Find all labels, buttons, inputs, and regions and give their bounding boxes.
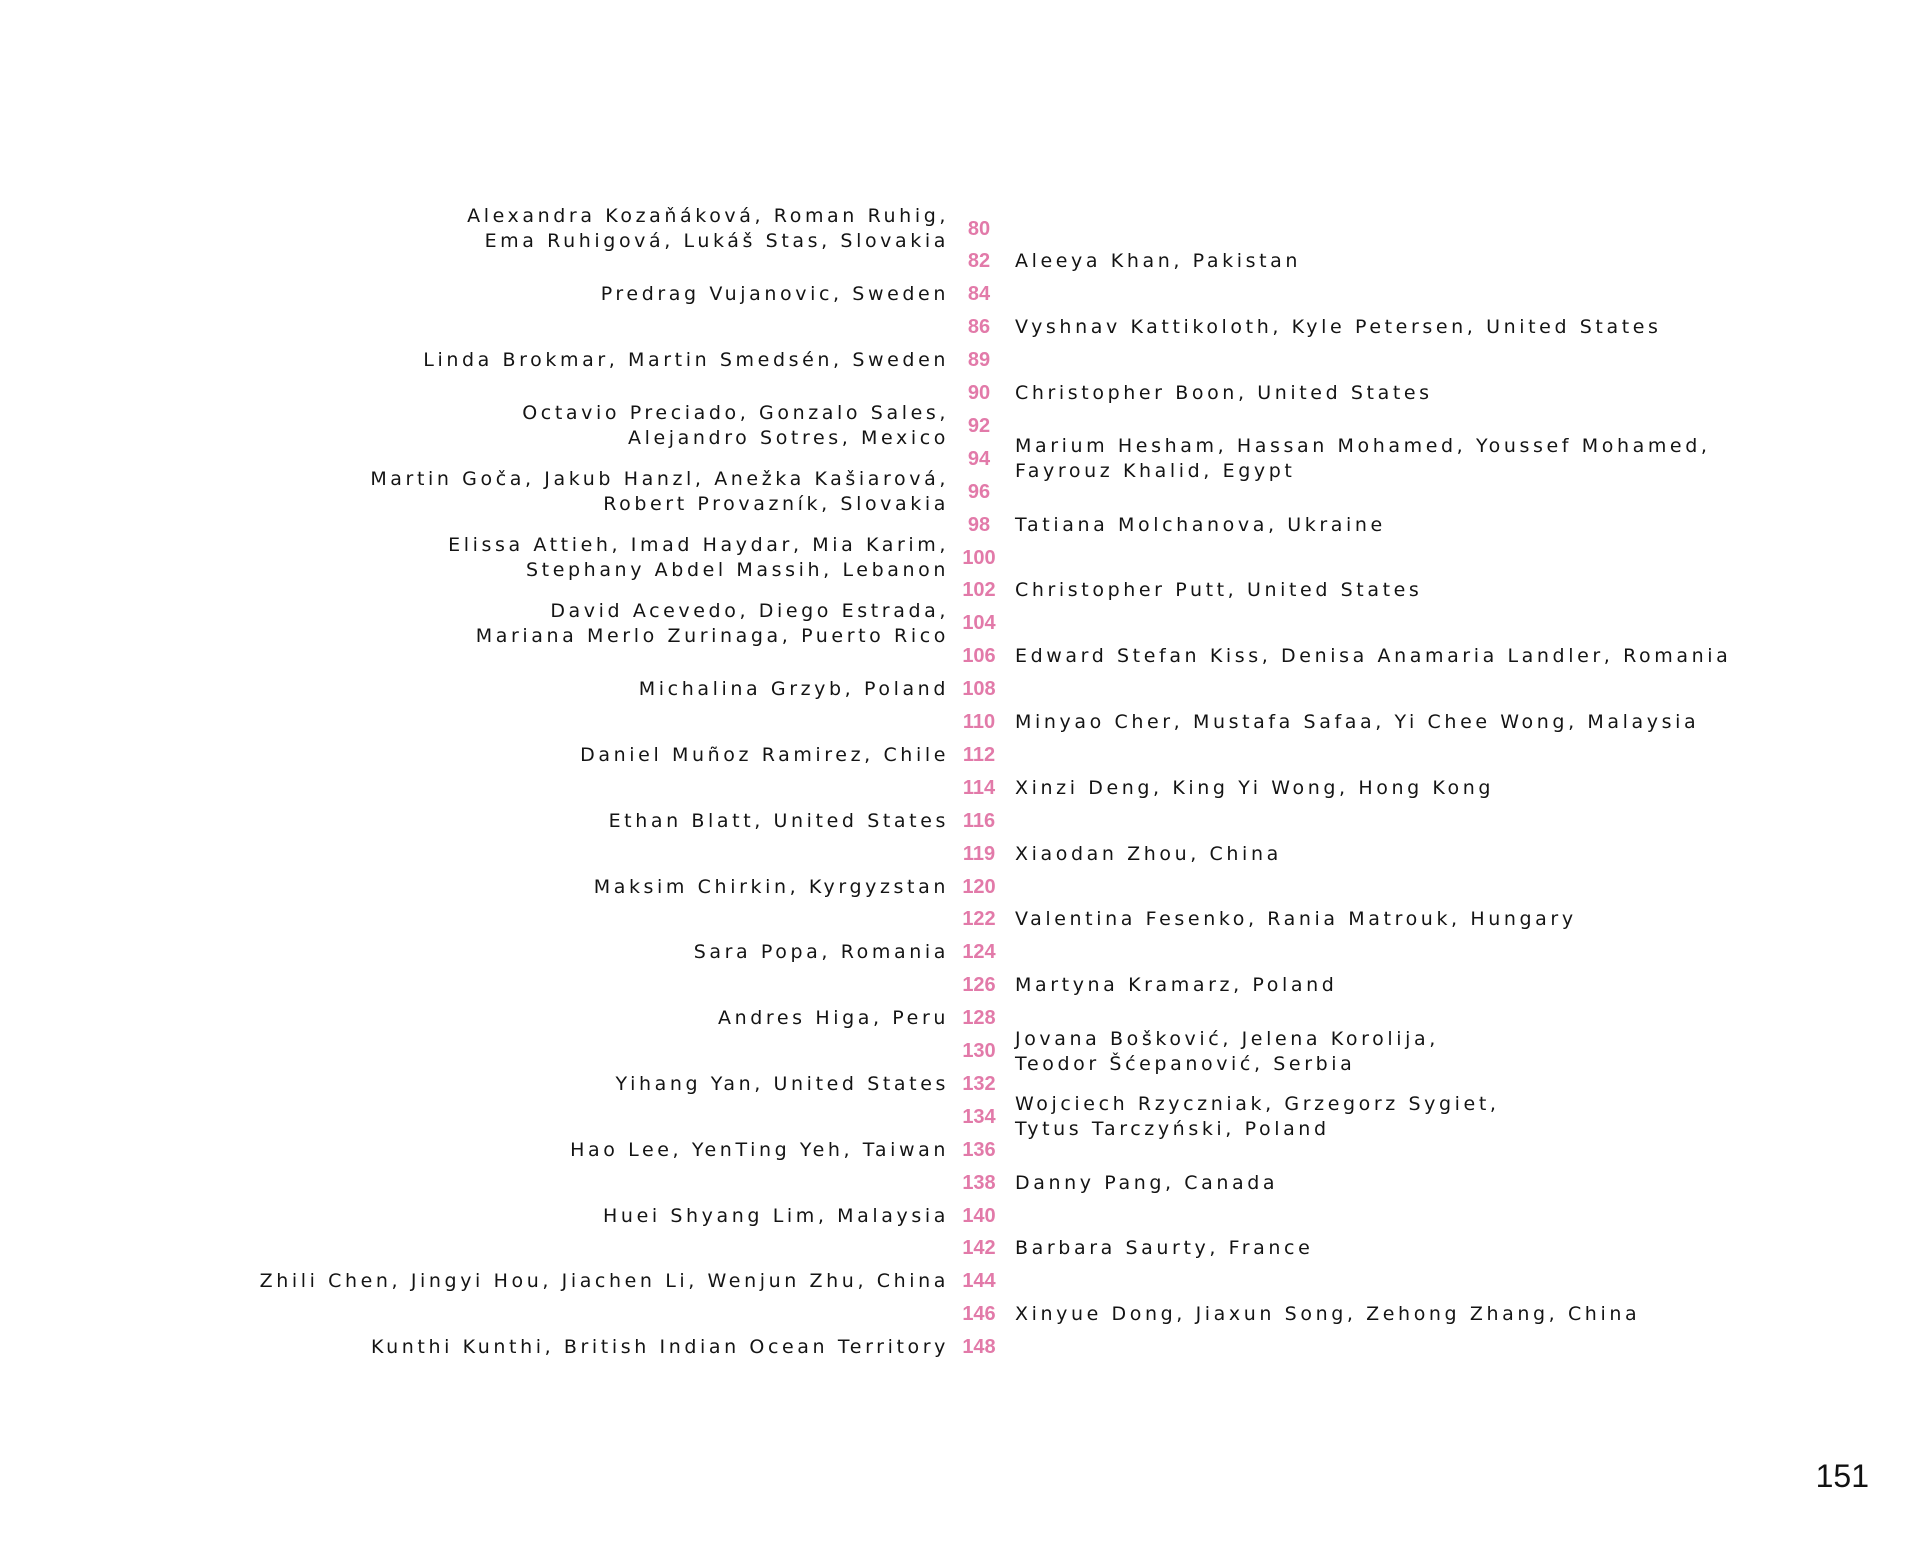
page-reference: 102 — [962, 579, 996, 602]
page-reference: 138 — [962, 1171, 996, 1194]
contributor-names: Andres Higa, Peru — [718, 1007, 949, 1030]
index-row — [0, 468, 1914, 516]
page-reference: 132 — [962, 1072, 996, 1095]
index-row — [0, 640, 1914, 673]
page-reference: 148 — [962, 1336, 996, 1359]
contributor-names: Xinyue Dong, Jiaxun Song, Zehong Zhang, China — [1015, 1303, 1641, 1326]
index-row — [0, 435, 1914, 483]
contributor-names: Octavio Preciado, Gonzalo Sales, Alejandro Sotres, Mexico — [522, 402, 949, 450]
index-row — [0, 574, 1914, 607]
page-reference: 130 — [962, 1040, 996, 1062]
contributor-names: Vyshnav Kattikoloth, Kyle Petersen, United States — [1015, 316, 1662, 339]
contributor-names: Elissa Attieh, Imad Haydar, Mia Karim, Stephany Abdel Massih, Lebanon — [448, 534, 949, 581]
index-row — [0, 377, 1914, 410]
page-reference: 86 — [967, 316, 991, 339]
contributor-names: Sara Popa, Romania — [693, 941, 949, 964]
index-row — [0, 1002, 1914, 1035]
contributor-names: Zhili Chen, Jingyi Hou, Jiachen Li, Wenjun Zhu, China — [259, 1270, 949, 1293]
page-reference: 89 — [967, 349, 991, 372]
index-row — [0, 1265, 1914, 1298]
index-row — [0, 1027, 1914, 1075]
index-row — [0, 838, 1914, 871]
index-row — [0, 278, 1914, 311]
contributor-names: Alexandra Kozaňáková, Roman Ruhig, Ema Ruhigová, Lukáš Stas, Slovakia — [467, 205, 949, 252]
index-row — [0, 509, 1914, 542]
contributor-names: Barbara Saurty, France — [1015, 1237, 1314, 1260]
index-row — [0, 205, 1914, 252]
contributor-names: Maksim Chirkin, Kyrgyzstan — [593, 875, 949, 898]
contributor-names: Minyao Cher, Mustafa Safaa, Yi Chee Wong, Malaysia — [1015, 711, 1700, 733]
page-reference: 110 — [962, 711, 996, 733]
contributor-names: Aleeya Khan, Pakistan — [1015, 250, 1302, 273]
contributor-names: Xiaodan Zhou, China — [1015, 842, 1282, 865]
index-row — [0, 1068, 1914, 1101]
page-reference: 100 — [962, 546, 996, 569]
contributor-names: Ethan Blatt, United States — [608, 809, 949, 832]
contributor-names: Tatiana Molchanova, Ukraine — [1015, 513, 1386, 536]
page-reference: 92 — [967, 414, 991, 437]
page-reference: 98 — [967, 513, 991, 536]
index-row — [0, 903, 1914, 936]
contributor-names: Linda Brokmar, Martin Smedsén, Sweden — [423, 349, 949, 372]
contributor-names: Daniel Muñoz Ramirez, Chile — [580, 743, 949, 766]
index-row — [0, 1167, 1914, 1200]
page-reference: 142 — [962, 1237, 996, 1260]
index-row — [0, 534, 1914, 581]
index-row — [0, 871, 1914, 904]
page-reference: 140 — [962, 1204, 996, 1227]
index-row — [0, 706, 1914, 739]
page-reference: 106 — [962, 645, 996, 668]
page-reference: 94 — [967, 447, 991, 470]
contributor-names: Predrag Vujanovic, Sweden — [600, 283, 949, 306]
page-reference: 128 — [962, 1007, 996, 1030]
index-row — [0, 245, 1914, 278]
contributor-names: Yihang Yan, United States — [615, 1072, 949, 1095]
page-reference: 134 — [962, 1105, 996, 1128]
contributor-names: Kunthi Kunthi, British Indian Ocean Territory — [371, 1336, 949, 1359]
page-reference: 146 — [962, 1303, 996, 1326]
page-reference: 114 — [962, 776, 996, 799]
page-reference: 120 — [962, 875, 996, 898]
page-reference: 96 — [967, 480, 991, 503]
index-row — [0, 1134, 1914, 1167]
page-number: 151 — [1815, 1458, 1869, 1494]
contributor-names: Huei Shyang Lim, Malaysia — [603, 1204, 949, 1227]
page-reference: 126 — [962, 974, 996, 997]
page-reference: 136 — [962, 1138, 996, 1161]
index-row — [0, 936, 1914, 969]
contributor-names: Danny Pang, Canada — [1015, 1171, 1279, 1194]
contributor-names: Christopher Boon, United States — [1015, 382, 1433, 404]
index-row — [0, 1298, 1914, 1331]
contributor-names: Martin Goča, Jakub Hanzl, Anežka Kašiarová, Robert Provazník, Slovakia — [370, 468, 949, 516]
contributor-names: David Acevedo, Diego Estrada, Mariana Merlo Zurinaga, Puerto Rico — [475, 599, 949, 647]
contributor-names: Edward Stefan Kiss, Denisa Anamaria Landler, Romania — [1015, 645, 1732, 668]
contributor-names: Jovana Bošković, Jelena Korolija, Teodor Šćepanović, Serbia — [1015, 1027, 1439, 1075]
contributor-names: Hao Lee, YenTing Yeh, Taiwan — [570, 1138, 949, 1161]
index-row — [0, 344, 1914, 377]
page-reference: 116 — [962, 809, 996, 832]
index-row — [0, 772, 1914, 805]
page-reference: 119 — [962, 842, 996, 865]
index-row — [0, 311, 1914, 344]
index-row — [0, 599, 1914, 647]
contributor-names: Valentina Fesenko, Rania Matrouk, Hungary — [1015, 908, 1577, 931]
index-row — [0, 1232, 1914, 1265]
page-reference: 90 — [967, 382, 991, 404]
index-row — [0, 739, 1914, 772]
page-reference: 112 — [962, 743, 996, 766]
page-reference: 122 — [962, 908, 996, 931]
contributor-names: Martyna Kramarz, Poland — [1015, 974, 1338, 997]
index-row — [0, 1331, 1914, 1364]
page-reference: 144 — [962, 1270, 996, 1293]
index-row — [0, 673, 1914, 706]
page-reference: 124 — [962, 941, 996, 964]
page-reference: 80 — [967, 217, 991, 240]
contributor-names: Christopher Putt, United States — [1015, 579, 1423, 602]
index-row — [0, 1093, 1914, 1141]
index-row — [0, 805, 1914, 838]
page-reference: 104 — [962, 612, 996, 635]
contributor-names: Wojciech Rzyczniak, Grzegorz Sygiet, Tytus Tarczyński, Poland — [1015, 1093, 1500, 1141]
index-row — [0, 1200, 1914, 1233]
index-row — [0, 969, 1914, 1002]
contributor-names: Michalina Grzyb, Poland — [638, 678, 949, 701]
contributor-names: Marium Hesham, Hassan Mohamed, Youssef Mohamed, Fayrouz Khalid, Egypt — [1015, 435, 1711, 483]
page-reference: 82 — [967, 250, 991, 273]
page-reference: 84 — [967, 283, 991, 306]
contributor-names: Xinzi Deng, King Yi Wong, Hong Kong — [1015, 776, 1495, 799]
page-reference: 108 — [962, 678, 996, 701]
